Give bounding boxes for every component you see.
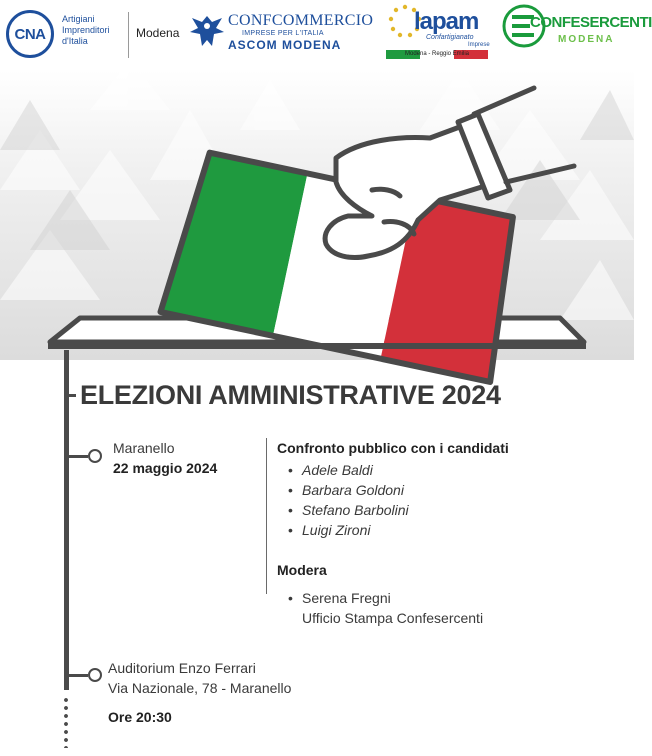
moderator-name: • Serena Fregni [286, 588, 483, 608]
confesercenti-city: MODENA [558, 34, 615, 45]
lapam-tagline-2: Imprese [468, 42, 490, 48]
cna-subtitle: Artigiani Imprenditori d'Italia [62, 14, 110, 46]
lapam-place: Modena - Reggio Emilia [404, 51, 470, 57]
candidate-item: • Adele Baldi [286, 460, 409, 480]
candidate-item: • Barbara Goldoni [286, 480, 409, 500]
cna-badge: CNA [6, 10, 54, 58]
logo-bar [0, 0, 652, 70]
event-place: Maranello [113, 440, 175, 456]
debate-heading: Confronto pubblico con i candidati [277, 440, 509, 456]
event-date: 22 maggio 2024 [113, 460, 218, 476]
lapam-name: lapam [414, 8, 479, 35]
confesercenti-name: CONFESERCENTI [530, 14, 652, 31]
timeline-node-event [88, 449, 102, 463]
lapam-logo [386, 2, 490, 60]
confcommercio-logo [188, 12, 372, 56]
ballot-illustration [0, 70, 634, 360]
venue-name: Auditorium Enzo Ferrari [108, 660, 256, 676]
cna-logo [6, 10, 178, 60]
confcommercio-sub: ASCOM MODENA [228, 38, 342, 52]
confcommercio-tagline: IMPRESE PER L'ITALIA [242, 30, 324, 37]
page-title: ELEZIONI AMMINISTRATIVE 2024 [80, 380, 501, 410]
confcommercio-name: CONFCOMMERCIO [228, 12, 374, 29]
candidate-list [286, 460, 409, 540]
eagle-icon [188, 12, 226, 52]
timeline-tick-venue [64, 674, 88, 677]
candidate-item: • Stefano Barbolini [286, 500, 409, 520]
timeline-tick-title [64, 394, 76, 397]
moderator-list [286, 588, 483, 628]
cna-divider [128, 12, 129, 58]
moderator-role: Ufficio Stampa Confesercenti [302, 610, 484, 626]
moderator-heading: Modera [277, 562, 327, 578]
section-divider [266, 438, 267, 594]
lapam-tagline: Confartigianato [426, 34, 474, 41]
timeline-node-venue [88, 668, 102, 682]
venue-address: Via Nazionale, 78 - Maranello [108, 680, 292, 696]
timeline-dots [63, 696, 69, 748]
confesercenti-logo [502, 4, 652, 56]
candidate-item: • Luigi Zironi [286, 520, 409, 540]
cna-city: Modena [136, 26, 180, 40]
timeline-line [64, 350, 69, 690]
timeline-tick-event [64, 455, 88, 458]
event-time: Ore 20:30 [108, 709, 172, 725]
